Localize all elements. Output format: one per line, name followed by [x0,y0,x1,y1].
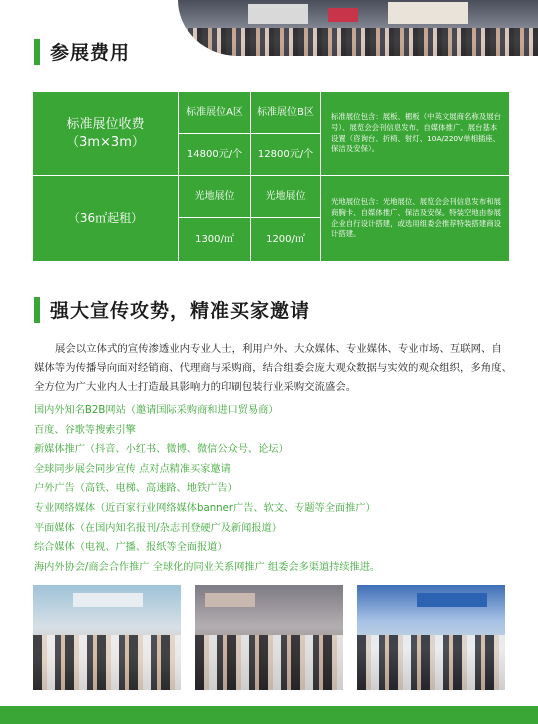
raw-space-description: 光地展位包含：光地展位、展览会会刊信息发布和展商胸卡、自媒体推广、保洁及安保。特装空地由参展企业自行设计搭建，或选用组委会推荐特装搭建商设计搭建。 [321,176,509,261]
photo-people [195,635,343,690]
fee-table [33,92,506,258]
fees-title: 参展费用 [50,42,131,64]
photo-signboard [205,593,255,607]
list-item: 新媒体推广（抖音、小红书、微博、微信公众号、论坛） [34,444,289,456]
photo-people [357,635,505,690]
exhibition-photo-visitors [33,585,181,690]
photo-signboard [73,593,143,607]
promo-title: 强大宣传攻势，精准买家邀请 [50,300,311,322]
hero-photo-booth [328,8,358,22]
standard-booth-label-line2: （3m×3m） [66,134,145,150]
raw-space-1-header: 光地展位 [179,176,250,217]
standard-booth-label-line1: 标准展位收费 [66,116,145,132]
raw-space-1-price: 1300/㎡ [179,218,250,261]
raw-space-2-header: 光地展位 [251,176,320,217]
list-item: 全球同步展会同步宣传 点对点精准买家邀请 [34,463,231,475]
raw-space-label: （36㎡起租） [33,176,178,261]
standard-a-header: 标准展位A区 [179,92,250,133]
list-item: 平面媒体（在国内知名报刊/杂志刊登硬广及新闻报道） [34,522,282,534]
hero-photo-crowd [178,28,538,56]
footer-bar [0,706,538,724]
promo-intro-paragraph: 展会以立体式的宣传渗透业内专业人士，利用户外、大众媒体、专业媒体、专业市场、互联网、自媒体等为传播导向面对经销商、代理商与采购商，结合组委会庞大观众数据与实效的观众组织，多角度、全方位为广大业内人士打造最具影响力的印刷包装行业采购交流盛会。 [34,343,512,393]
photo-signboard [417,593,487,607]
hero-photo [178,0,538,56]
standard-b-header: 标准展位B区 [251,92,320,133]
list-item: 户外广告（高铁、电梯、高速路、地铁广告） [34,483,238,495]
promo-section-title [34,296,310,323]
standard-booth-label [33,92,178,175]
standard-a-price: 14800元/个 [179,134,250,175]
title-accent-bar [34,39,40,65]
fees-section-title [34,38,130,65]
list-item: 专业网络媒体（近百家行业网络媒体banner广告、软文、专题等全面推广） [34,502,376,514]
promo-channel-list [34,401,514,577]
list-item: 综合媒体（电视、广播、报纸等全面报道） [34,542,228,554]
standard-booth-description: 标准展位包含：展板、楣板（中英文展商名称及展台号）、展览会会刊信息发布、自媒体推广、展台基本设置（咨询台、折椅、射灯、10A/220V单相插座、保洁及安保）。 [321,92,509,175]
exhibition-photo-booth [357,585,505,690]
standard-b-price: 12800元/个 [251,134,320,175]
raw-space-2-price: 1200/㎡ [251,218,320,261]
title-accent-bar [34,297,40,323]
hero-photo-booth [388,2,468,24]
exhibition-photo-crowd [195,585,343,690]
list-item: 海内外协会/商会合作推广 全球化的同业关系网推广 组委会多渠道持续推进。 [34,561,381,573]
list-item: 百度、谷歌等搜索引擎 [34,424,136,436]
hero-photo-booth [248,4,308,24]
photo-people [33,635,181,690]
list-item: 国内外知名B2B网站（邀请国际采购商和进口贸易商） [34,405,279,416]
